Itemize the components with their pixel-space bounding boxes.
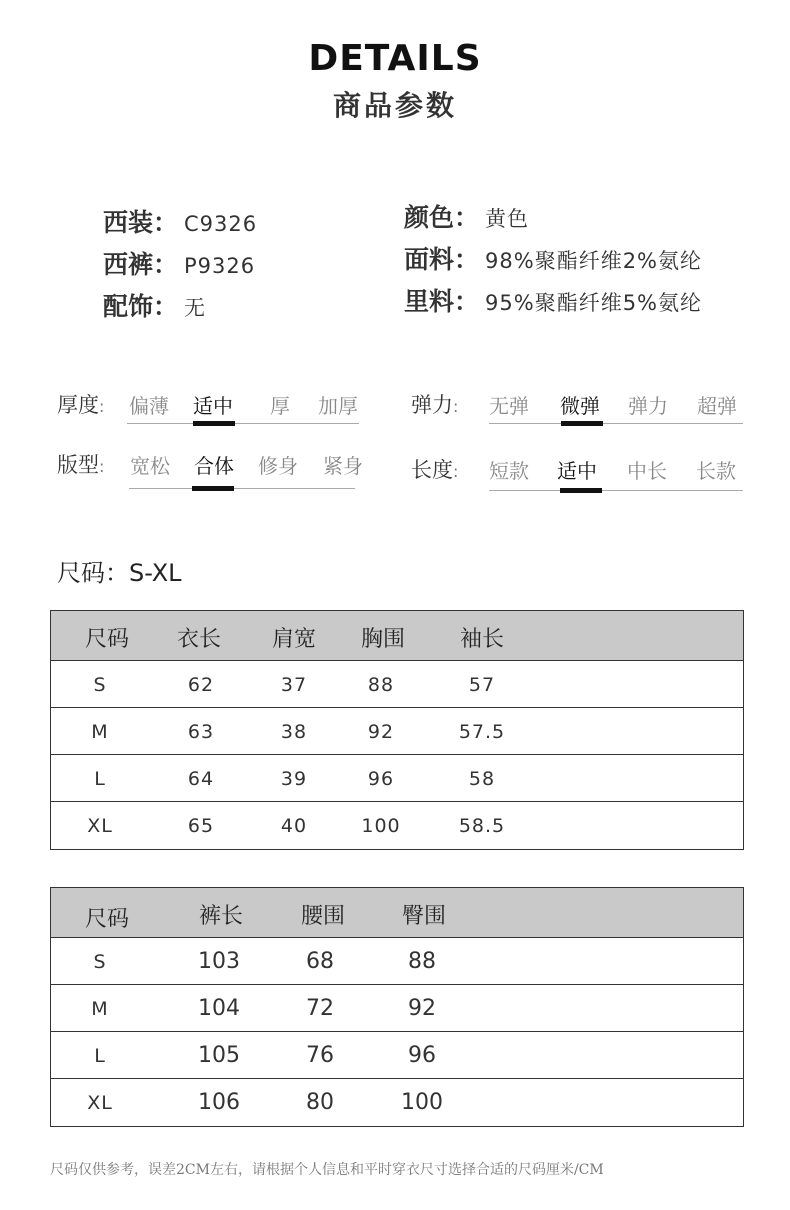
- jacket-cell-chest: 96: [367, 768, 395, 790]
- jacket-cell-length: 63: [187, 721, 215, 743]
- jacket-cell-size: S: [93, 674, 107, 696]
- pants-header-hip: 臀围: [401, 904, 446, 929]
- table-row: [51, 802, 743, 848]
- attr-length-option-mid-long: 中长: [627, 459, 667, 483]
- spec-lining-value: 95%聚酯纤维5%氨纶: [485, 291, 703, 315]
- jacket-cell-size: M: [91, 721, 109, 743]
- spec-accessory-key: 配饰：: [103, 292, 179, 321]
- pants-cell-waist: 80: [306, 1090, 334, 1115]
- title-cn: 商品参数: [332, 89, 457, 122]
- attr-thickness-option-extra-thick: 加厚: [318, 394, 358, 418]
- size-footnote: 尺码仅供参考，误差2CM左右，请根据个人信息和平时穿衣尺寸选择合适的尺码厘米/CM: [50, 1162, 604, 1178]
- pants-cell-waist: 76: [306, 1043, 334, 1068]
- attr-elasticity-option-slight: 微弹: [560, 394, 600, 418]
- attr-thickness-option-thick: 厚: [270, 394, 290, 418]
- attr-thickness-option-medium: 适中: [193, 394, 233, 418]
- spec-lining: [404, 282, 702, 318]
- jacket-header-length: 衣长: [176, 627, 221, 652]
- attr-length-selected-marker: [560, 488, 602, 493]
- attr-fit-label: 版型:: [57, 453, 105, 477]
- jacket-header-sleeve: 袖长: [459, 627, 504, 652]
- table-row: [51, 938, 743, 985]
- jacket-table-header: [51, 611, 743, 661]
- spec-pants: [103, 245, 255, 281]
- attr-thickness-selected-marker: [193, 421, 235, 426]
- table-row: [51, 985, 743, 1032]
- attr-fit-option-regular: 合体: [194, 454, 234, 478]
- spec-pants-value: P9326: [184, 254, 256, 278]
- attr-length-option-medium: 适中: [557, 459, 597, 483]
- jacket-cell-sleeve: 57.5: [458, 721, 506, 743]
- pants-cell-waist: 68: [306, 949, 334, 974]
- attr-fit-option-slim: 修身: [258, 454, 298, 478]
- pants-size-table: [50, 887, 744, 1127]
- pants-cell-length: 103: [198, 949, 240, 974]
- attr-elasticity-label: 弹力:: [411, 393, 459, 417]
- pants-cell-size: L: [94, 1045, 106, 1067]
- spec-fabric-value: 98%聚酯纤维2%氨纶: [485, 249, 703, 273]
- spec-fabric-key: 面料：: [404, 245, 480, 274]
- pants-cell-size: XL: [87, 1092, 113, 1114]
- pants-cell-hip: 88: [408, 949, 436, 974]
- pants-header-length: 裤长: [198, 904, 243, 929]
- pants-table-header: [51, 888, 743, 938]
- size-range-label: 尺码：S-XL: [57, 559, 182, 587]
- spec-accessory: [103, 287, 206, 323]
- jacket-header-chest: 胸围: [360, 627, 405, 652]
- spec-suit-key: 西装：: [103, 208, 179, 237]
- jacket-cell-sleeve: 58: [468, 768, 496, 790]
- attr-fit-option-tight: 紧身: [323, 454, 363, 478]
- spec-lining-key: 里料：: [404, 287, 480, 316]
- table-row: [51, 661, 743, 708]
- attr-fit-option-loose: 宽松: [130, 454, 170, 478]
- jacket-cell-chest: 100: [361, 815, 401, 837]
- pants-header-size: 尺码: [84, 907, 129, 932]
- jacket-cell-chest: 88: [367, 674, 395, 696]
- table-row: [51, 1032, 743, 1079]
- pants-cell-hip: 92: [408, 996, 436, 1021]
- attr-elasticity-option-none: 无弹: [489, 394, 529, 418]
- jacket-header-size: 尺码: [84, 627, 129, 652]
- pants-header-waist: 腰围: [300, 904, 345, 929]
- jacket-cell-chest: 92: [367, 721, 395, 743]
- attr-length-track: [489, 490, 743, 491]
- spec-color: [404, 198, 529, 234]
- pants-cell-length: 104: [198, 996, 240, 1021]
- attr-length-option-long: 长款: [696, 459, 736, 483]
- jacket-header-shoulder: 肩宽: [271, 627, 316, 652]
- attr-thickness-option-thin: 偏薄: [129, 394, 169, 418]
- jacket-cell-length: 62: [187, 674, 215, 696]
- jacket-cell-size: XL: [87, 815, 113, 837]
- attr-length-label: 长度:: [411, 458, 459, 482]
- jacket-cell-length: 64: [187, 768, 215, 790]
- pants-cell-size: S: [93, 951, 107, 973]
- jacket-cell-shoulder: 38: [280, 721, 308, 743]
- pants-cell-hip: 96: [408, 1043, 436, 1068]
- attr-elasticity-track: [489, 423, 743, 424]
- jacket-cell-shoulder: 40: [280, 815, 308, 837]
- spec-suit-value: C9326: [184, 212, 258, 236]
- jacket-cell-length: 65: [187, 815, 215, 837]
- attr-thickness-track: [127, 423, 359, 424]
- spec-color-value: 黄色: [485, 207, 530, 231]
- attr-elasticity-option-super: 超弹: [697, 394, 737, 418]
- attr-fit-track: [129, 488, 355, 489]
- attr-elasticity-selected-marker: [561, 421, 603, 426]
- attr-fit-selected-marker: [192, 486, 234, 491]
- attr-thickness-label: 厚度:: [57, 393, 105, 417]
- attr-elasticity-option-stretch: 弹力: [628, 394, 668, 418]
- jacket-cell-shoulder: 37: [280, 674, 308, 696]
- jacket-size-table: [50, 610, 744, 850]
- spec-accessory-value: 无: [184, 296, 207, 320]
- spec-suit: [103, 203, 257, 239]
- jacket-cell-sleeve: 58.5: [458, 815, 506, 837]
- pants-cell-waist: 72: [306, 996, 334, 1021]
- attr-length-option-short: 短款: [489, 459, 529, 483]
- table-row: [51, 708, 743, 755]
- jacket-cell-shoulder: 39: [280, 768, 308, 790]
- pants-cell-length: 105: [198, 1043, 240, 1068]
- table-row: [51, 755, 743, 802]
- pants-cell-length: 106: [198, 1090, 240, 1115]
- spec-color-key: 颜色：: [404, 203, 480, 232]
- title-en: DETAILS: [308, 38, 482, 79]
- table-row: [51, 1079, 743, 1125]
- spec-pants-key: 西裤：: [103, 250, 179, 279]
- jacket-cell-size: L: [94, 768, 106, 790]
- spec-fabric: [404, 240, 702, 276]
- pants-cell-size: M: [91, 998, 109, 1020]
- pants-cell-hip: 100: [401, 1090, 443, 1115]
- jacket-cell-sleeve: 57: [468, 674, 496, 696]
